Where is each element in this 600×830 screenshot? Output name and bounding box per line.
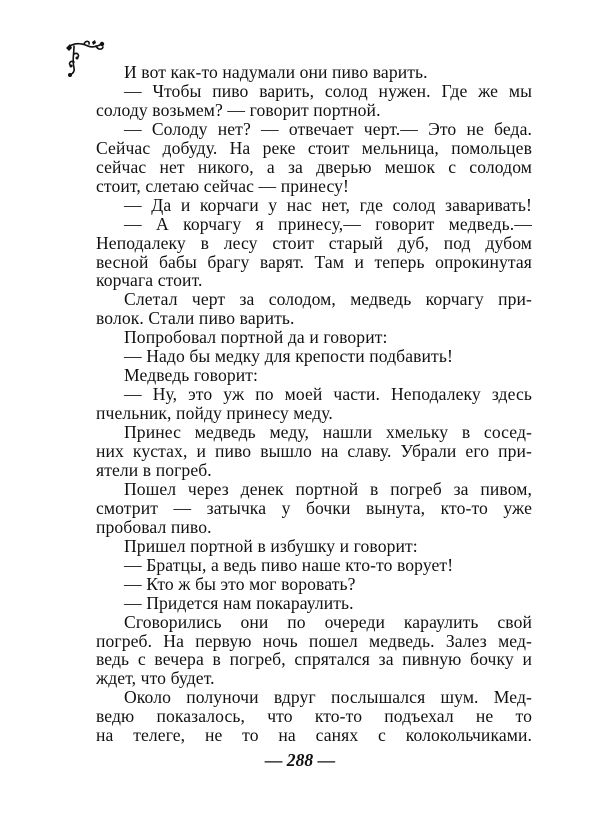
text-line: ждет, что будет. [96,668,215,689]
text-line: ведь с вечера в погреб, спрятался за пивную бочку и [96,649,532,670]
text-line: них кустах, и пиво вышло на славу. Убрали его при- [96,441,532,461]
text-line: — Кто ж бы это мог воровать? [124,573,356,594]
text-line: пчельник, пойду принесу меду. [96,403,333,424]
text-line: Сговорились они по очереди караулить свой [124,611,532,632]
text-line: Слетал черт за солодом, медведь корчагу при- [124,289,532,310]
text-line: — Чтобы пиво варить, солод нужен. Где же мы [124,80,532,101]
text-line: солоду возьмем? — говорит портной. [96,99,381,120]
text-line: стоит, слетаю сейчас — принесу! [96,175,350,196]
text-line: волок. Стали пиво варить. [96,308,295,329]
text-line: Неподалеку в лесу стоит старый дуб, под дубом [96,232,532,253]
text-line: И вот как-то надумали они пиво варить. [124,62,428,82]
text-line: погреб. На первую ночь пошел медведь. Залез мед- [96,630,532,651]
text-line: сейчас нет никого, а за дверью мешок с солодом [96,156,532,177]
text-line: смотрит — затычка у бочки вынута, кто-то уже [96,497,532,518]
text-line: Принес медведь меду, нашли хмельку в сосед- [124,422,532,443]
text-line: Медведь говорит: [124,365,259,386]
text-line: — Солоду нет? — отвечает черт.— Это не беда. [124,118,532,139]
text-line: Пришел портной в избушку и говорит: [124,535,418,556]
text-line: Около полуночи вдруг послышался шум. Мед- [124,687,532,708]
text-line: — Да и корчаги у нас нет, где солод заваривать! [124,194,532,215]
text-line: корчага стоит. [96,270,203,291]
text-line: — Братцы, а ведь пиво наше кто-то ворует! [124,554,454,575]
floral-ornament-icon [62,40,110,78]
text-line: пробовал пиво. [96,516,212,537]
text-line: — Ну, это уж по моей части. Неподалеку здесь [124,384,532,405]
text-line: ведю показалось, что кто-то подъехал не то [96,706,532,727]
text-line: — А корчагу я принесу,— говорит медведь.— [124,213,532,234]
text-line: Попробовал портной да и говорит: [124,327,388,348]
text-line: Сейчас добуду. На реке стоит мельница, помольцев [96,137,532,158]
text-line: Пошел через денек портной в погреб за пивом, [124,478,532,499]
text-line: ятели в погреб. [96,459,212,480]
page-number: — 288 — [264,750,336,770]
text-line: — Придется нам покараулить. [124,592,354,613]
text-line: на телеге, не то на санях с колокольчиками. [96,725,532,746]
text-line: — Надо бы медку для крепости подбавить! [124,346,453,367]
text-line: весной бабы брагу варят. Там и теперь опрокинутая [96,251,532,272]
